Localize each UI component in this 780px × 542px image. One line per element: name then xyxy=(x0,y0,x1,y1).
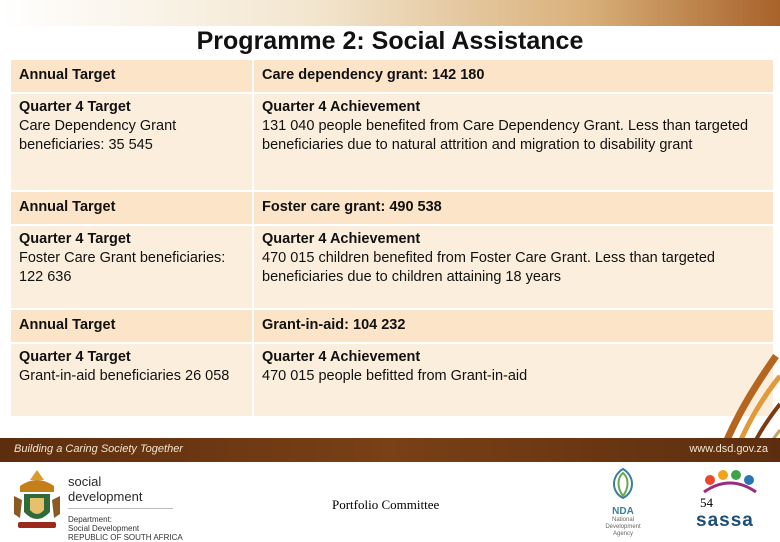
quarter-achievement-heading: Quarter 4 Achievement xyxy=(262,349,421,365)
coat-of-arms-icon xyxy=(10,466,64,534)
nda-emblem-icon xyxy=(605,466,641,500)
slide-title: Programme 2: Social Assistance xyxy=(196,27,584,55)
annual-target-value: Care dependency grant: 142 180 xyxy=(253,59,774,93)
quarter-achievement-cell xyxy=(253,225,774,309)
quarter-target-cell xyxy=(10,225,253,309)
quarter-target-cell xyxy=(10,343,253,417)
annual-target-value: Grant-in-aid: 104 232 xyxy=(253,309,774,343)
annual-target-label: Annual Target xyxy=(10,309,253,343)
brand-name: social development xyxy=(68,474,173,509)
quarter-target-cell xyxy=(10,93,253,191)
quarter-target-heading: Quarter 4 Target xyxy=(19,231,131,247)
quarter-row xyxy=(10,225,774,309)
quarter-target-text: Care Dependency Grant beneficiaries: 35 545 xyxy=(19,118,177,153)
quarter-target-heading: Quarter 4 Target xyxy=(19,349,131,365)
annual-target-row xyxy=(10,191,774,225)
annual-target-label: Annual Target xyxy=(10,59,253,93)
quarter-row xyxy=(10,343,774,417)
annual-target-row xyxy=(10,309,774,343)
quarter-achievement-heading: Quarter 4 Achievement xyxy=(262,99,421,115)
tagline: Building a Caring Society Together xyxy=(14,443,183,455)
quarter-row xyxy=(10,93,774,191)
quarter-achievement-cell xyxy=(253,343,774,417)
quarter-target-text: Foster Care Grant beneficiaries: 122 636 xyxy=(19,250,226,285)
quarter-achievement-heading: Quarter 4 Achievement xyxy=(262,231,421,247)
page-number: 54 xyxy=(700,495,713,510)
sassa-label: sassa xyxy=(696,510,754,531)
committee-label: Portfolio Committee xyxy=(332,497,440,512)
nda-label: NDA xyxy=(612,506,634,517)
footer-logos xyxy=(0,462,780,540)
website-url[interactable]: www.dsd.gov.za xyxy=(689,443,768,455)
top-decor-band xyxy=(0,0,780,26)
nda-logo xyxy=(605,466,641,538)
social-development-logo xyxy=(68,474,183,542)
nda-sub-text: National Development Agency xyxy=(605,517,641,537)
footer-banner xyxy=(0,438,780,462)
quarter-achievement-text: 470 015 people befitted from Grant-in-aid xyxy=(262,368,528,384)
quarter-target-text: Grant-in-aid beneficiaries 26 058 xyxy=(19,368,230,384)
department-text: Department: Social Development REPUBLIC OF SOUTH AFRICA xyxy=(68,515,183,542)
assistance-table xyxy=(9,58,775,418)
quarter-achievement-text: 470 015 children benefited from Foster Care Grant. Less than targeted beneficiaries due to children attaining 18 years xyxy=(262,250,715,285)
quarter-target-heading: Quarter 4 Target xyxy=(19,99,131,115)
annual-target-row xyxy=(10,59,774,93)
annual-target-value: Foster care grant: 490 538 xyxy=(253,191,774,225)
quarter-achievement-text: 131 040 people benefited from Care Dependency Grant. Less than targeted beneficiaries due to natural attrition and migration to disability grant xyxy=(262,118,749,153)
quarter-achievement-cell xyxy=(253,93,774,191)
annual-target-label: Annual Target xyxy=(10,191,253,225)
